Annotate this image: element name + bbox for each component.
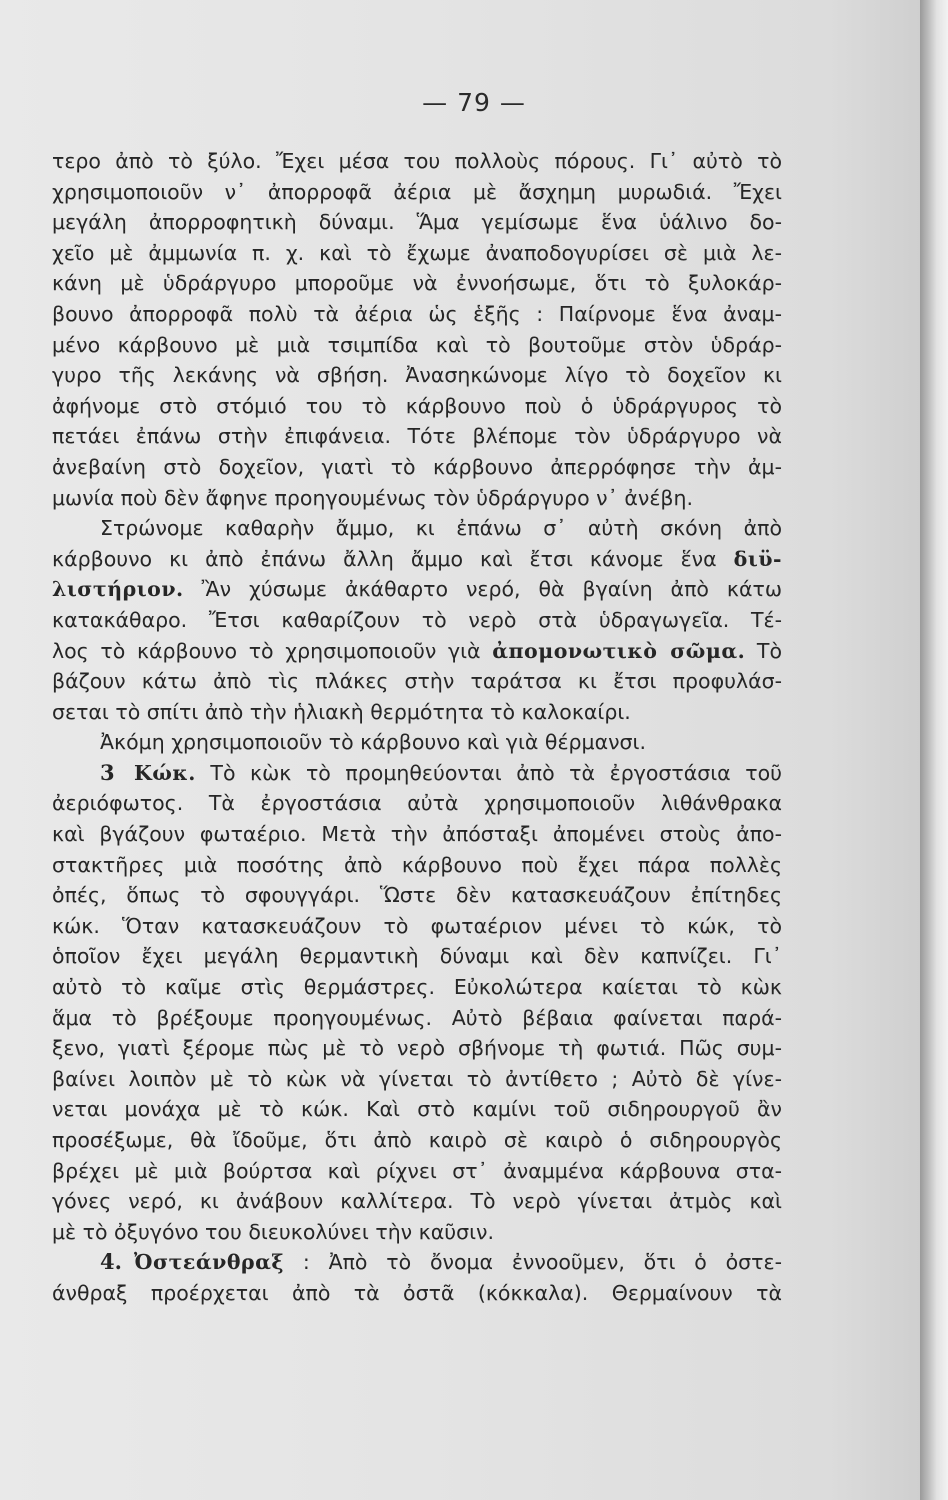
line-text: νεται μονάχα μὲ τὸ κώκ. Καὶ στὸ καμίνι τοῦ σιδηρουργοῦ ἂν xyxy=(52,1097,782,1122)
line-text: γόνες νερό, κι ἀνάβουν καλλίτερα. Τὸ νερὸ γίνεται ἀτμὸς καὶ xyxy=(52,1189,782,1214)
body-text xyxy=(52,146,782,1309)
text-line xyxy=(52,299,782,330)
line-text: μεγάλη ἀπορροφητικὴ δύναμι. Ἅμα γεμίσωμε ἕνα ὑάλινο δο- xyxy=(52,210,782,235)
line-text: κάρβουνο κι ἀπὸ ἐπάνω ἄλλη ἄμμο καὶ ἔτσι κάνομε ἕνα xyxy=(52,546,717,571)
line-text: Τὸ κὼκ τὸ προμηθεύονται ἀπὸ τὰ ἐργοστάσια τοῦ xyxy=(195,760,782,785)
line-text: κώκ. Ὅταν κατασκευάζουν τὸ φωταέριον μένει τὸ κώκ, τὸ xyxy=(52,913,782,938)
text-line xyxy=(52,207,782,238)
line-text: σεται τὸ σπίτι ἀπὸ τὴν ἡλιακὴ θερμότητα τὸ καλοκαίρι. xyxy=(52,699,631,724)
text-line xyxy=(52,1217,782,1248)
text-line xyxy=(52,238,782,269)
section-number: 3 xyxy=(100,759,115,785)
emphasis-text: διϋ- xyxy=(733,546,782,571)
text-line xyxy=(52,483,782,514)
text-line xyxy=(52,177,782,208)
text-line xyxy=(52,1156,782,1187)
line-text: ὀπές, ὅπως τὸ σφουγγάρι. Ὥστε δὲν κατασκευάζουν ἐπίτηδες xyxy=(52,883,782,908)
line-text: τερο ἀπὸ τὸ ξύλο. Ἔχει μέσα του πολλοὺς πόρους. Γι᾽ αὐτὸ τὸ xyxy=(52,149,782,173)
section-number: 4. xyxy=(100,1249,122,1275)
text-line xyxy=(52,636,782,667)
text-line xyxy=(52,941,782,972)
text-line xyxy=(52,788,782,819)
line-text: Ἂν χύσωμε ἀκάθαρτο νερό, θὰ βγαίνη ἀπὸ κάτω xyxy=(183,577,782,602)
line-text: μὲ τὸ ὀξυγόνο του διευκολύνει τὴν καῦσιν. xyxy=(52,1219,495,1244)
text-line xyxy=(52,819,782,850)
line-text: κατακάθαρο. Ἔτσι καθαρίζουν τὸ νερὸ στὰ ὑδραγωγεῖα. Τέ- xyxy=(52,607,782,632)
line-text: κάνη μὲ ὑδράργυρο μποροῦμε νὰ ἐννοήσωμε, ὅτι τὸ ξυλοκάρ- xyxy=(52,271,782,296)
line-text: γυρο τῆς λεκάνης νὰ σβήση. Ἀνασηκώνομε λίγο τὸ δοχεῖον κι xyxy=(52,363,782,388)
line-text: ὁποῖον ἔχει μεγάλη θερμαντικὴ δύναμι καὶ δὲν καπνίζει. Γι᾽ xyxy=(52,944,782,969)
text-line xyxy=(52,1247,782,1278)
page-number: — 79 — xyxy=(422,88,526,117)
emphasis-text: Ὀστεάνθραξ xyxy=(134,1250,285,1275)
line-text: ἅμα τὸ βρέξουμε προηγουμένως. Αὐτὸ βέβαια φαίνεται παρά- xyxy=(52,1005,782,1030)
text-line xyxy=(52,911,782,942)
text-line xyxy=(52,544,782,575)
text-line xyxy=(52,421,782,452)
line-text: βάζουν κάτω ἀπὸ τὶς πλάκες στὴν ταράτσα κι ἔτσι προφυλάσ- xyxy=(52,669,782,694)
line-text: ἀφήνομε στὸ στόμιό του τὸ κάρβουνο ποὺ ὁ ὑδράργυρος τὸ xyxy=(52,393,782,418)
text-line xyxy=(52,850,782,881)
text-line xyxy=(52,880,782,911)
text-line xyxy=(52,605,782,636)
text-line xyxy=(52,727,782,758)
line-text: χεῖο μὲ ἀμμωνία π. χ. καὶ τὸ ἔχωμε ἀναποδογυρίσει σὲ μιὰ λε- xyxy=(52,240,782,265)
text-line xyxy=(52,574,782,605)
text-line xyxy=(52,360,782,391)
text-line xyxy=(52,1064,782,1095)
emphasis-text: Κώκ. xyxy=(134,760,196,785)
line-text: στακτῆρες μιὰ ποσότης ἀπὸ κάρβουνο ποὺ ἔχει πάρα πολλὲς xyxy=(52,852,782,877)
line-text: ξενο, γιατὶ ξέρομε πὼς μὲ τὸ νερὸ σβήνομε τὴ φωτιά. Πῶς συμ- xyxy=(52,1036,782,1061)
text-line xyxy=(52,146,782,177)
text-line xyxy=(52,1186,782,1217)
text-line xyxy=(52,972,782,1003)
page-edge xyxy=(920,0,948,1500)
text-line xyxy=(52,452,782,483)
line-text: αὐτὸ τὸ καῖμε στὶς θερμάστρες. Εὐκολώτερα καίεται τὸ κὼκ xyxy=(52,975,782,1000)
text-line xyxy=(52,391,782,422)
text-line xyxy=(52,330,782,361)
line-text: βαίνει λοιπὸν μὲ τὸ κὼκ νὰ γίνεται τὸ ἀντίθετο ; Αὐτὸ δὲ γίνε- xyxy=(52,1066,782,1091)
text-line xyxy=(52,1094,782,1125)
emphasis-text: λιστήριον. xyxy=(52,577,184,602)
line-text: ἀεριόφωτος. Τὰ ἐργοστάσια αὐτὰ χρησιμοποιοῦν λιθάνθρακα xyxy=(52,791,782,816)
text-line xyxy=(52,268,782,299)
line-text: βουνο ἀπορροφᾶ πολὺ τὰ ἀέρια ὡς ἑξῆς : Παίρνομε ἕνα ἀναμ- xyxy=(52,301,782,326)
line-text: μένο κάρβουνο μὲ μιὰ τσιμπίδα καὶ τὸ βουτοῦμε στὸν ὑδράρ- xyxy=(52,332,782,357)
line-text: άνθραξ προέρχεται ἀπὸ τὰ ὀστᾶ (κόκκαλα). Θερμαίνουν τὰ xyxy=(52,1280,782,1305)
text-line xyxy=(52,1125,782,1156)
line-text: χρησιμοποιοῦν ν᾽ ἀπορροφᾶ ἀέρια μὲ ἄσχημη μυρωδιά. Ἔχει xyxy=(52,179,782,204)
text-line xyxy=(52,1003,782,1034)
line-text: Ἀκόμη χρησιμοποιοῦν τὸ κάρβουνο καὶ γιὰ θέρμανσι. xyxy=(100,730,646,755)
emphasis-text: ἀπομονωτικὸ σῶμα. xyxy=(492,638,746,663)
line-text: πετάει ἐπάνω στὴν ἐπιφάνεια. Τότε βλέπομε τὸν ὑδράργυρο νὰ xyxy=(52,424,782,449)
text-line xyxy=(52,1033,782,1064)
text-line xyxy=(52,1278,782,1309)
text-line xyxy=(52,697,782,728)
line-text: μωνία ποὺ δὲν ἄφηνε προηγουμένως τὸν ὑδράργυρο ν᾽ ἀνέβη. xyxy=(52,485,693,510)
line-text: καὶ βγάζουν φωταέριο. Μετὰ τὴν ἀπόσταξι ἀπομένει στοὺς ἀπο- xyxy=(52,822,782,847)
line-text: λος τὸ κάρβουνο τὸ χρησιμοποιοῦν γιὰ xyxy=(52,638,481,663)
text-line xyxy=(52,758,782,789)
line-text: προσέξωμε, θὰ ἴδοῦμε, ὅτι ἀπὸ καιρὸ σὲ καιρὸ ὁ σιδηρουργὸς xyxy=(52,1128,782,1152)
line-text: Τὸ xyxy=(745,638,782,663)
text-line xyxy=(52,513,782,544)
line-text: Στρώνομε καθαρὴν ἄμμο, κι ἐπάνω σ᾽ αὐτὴ σκόνη ἀπὸ xyxy=(100,516,782,541)
line-text: βρέχει μὲ μιὰ βούρτσα καὶ ρίχνει στ᾽ ἀναμμένα κάρβουνα στα- xyxy=(52,1158,782,1183)
line-text: : Ἀπὸ τὸ ὄνομα ἐννοοῦμεν, ὅτι ὁ ὀστε- xyxy=(284,1250,782,1275)
text-line xyxy=(52,666,782,697)
line-text: ἀνεβαίνη στὸ δοχεῖον, γιατὶ τὸ κάρβουνο ἀπερρόφησε τὴν ἀμ- xyxy=(52,454,782,479)
